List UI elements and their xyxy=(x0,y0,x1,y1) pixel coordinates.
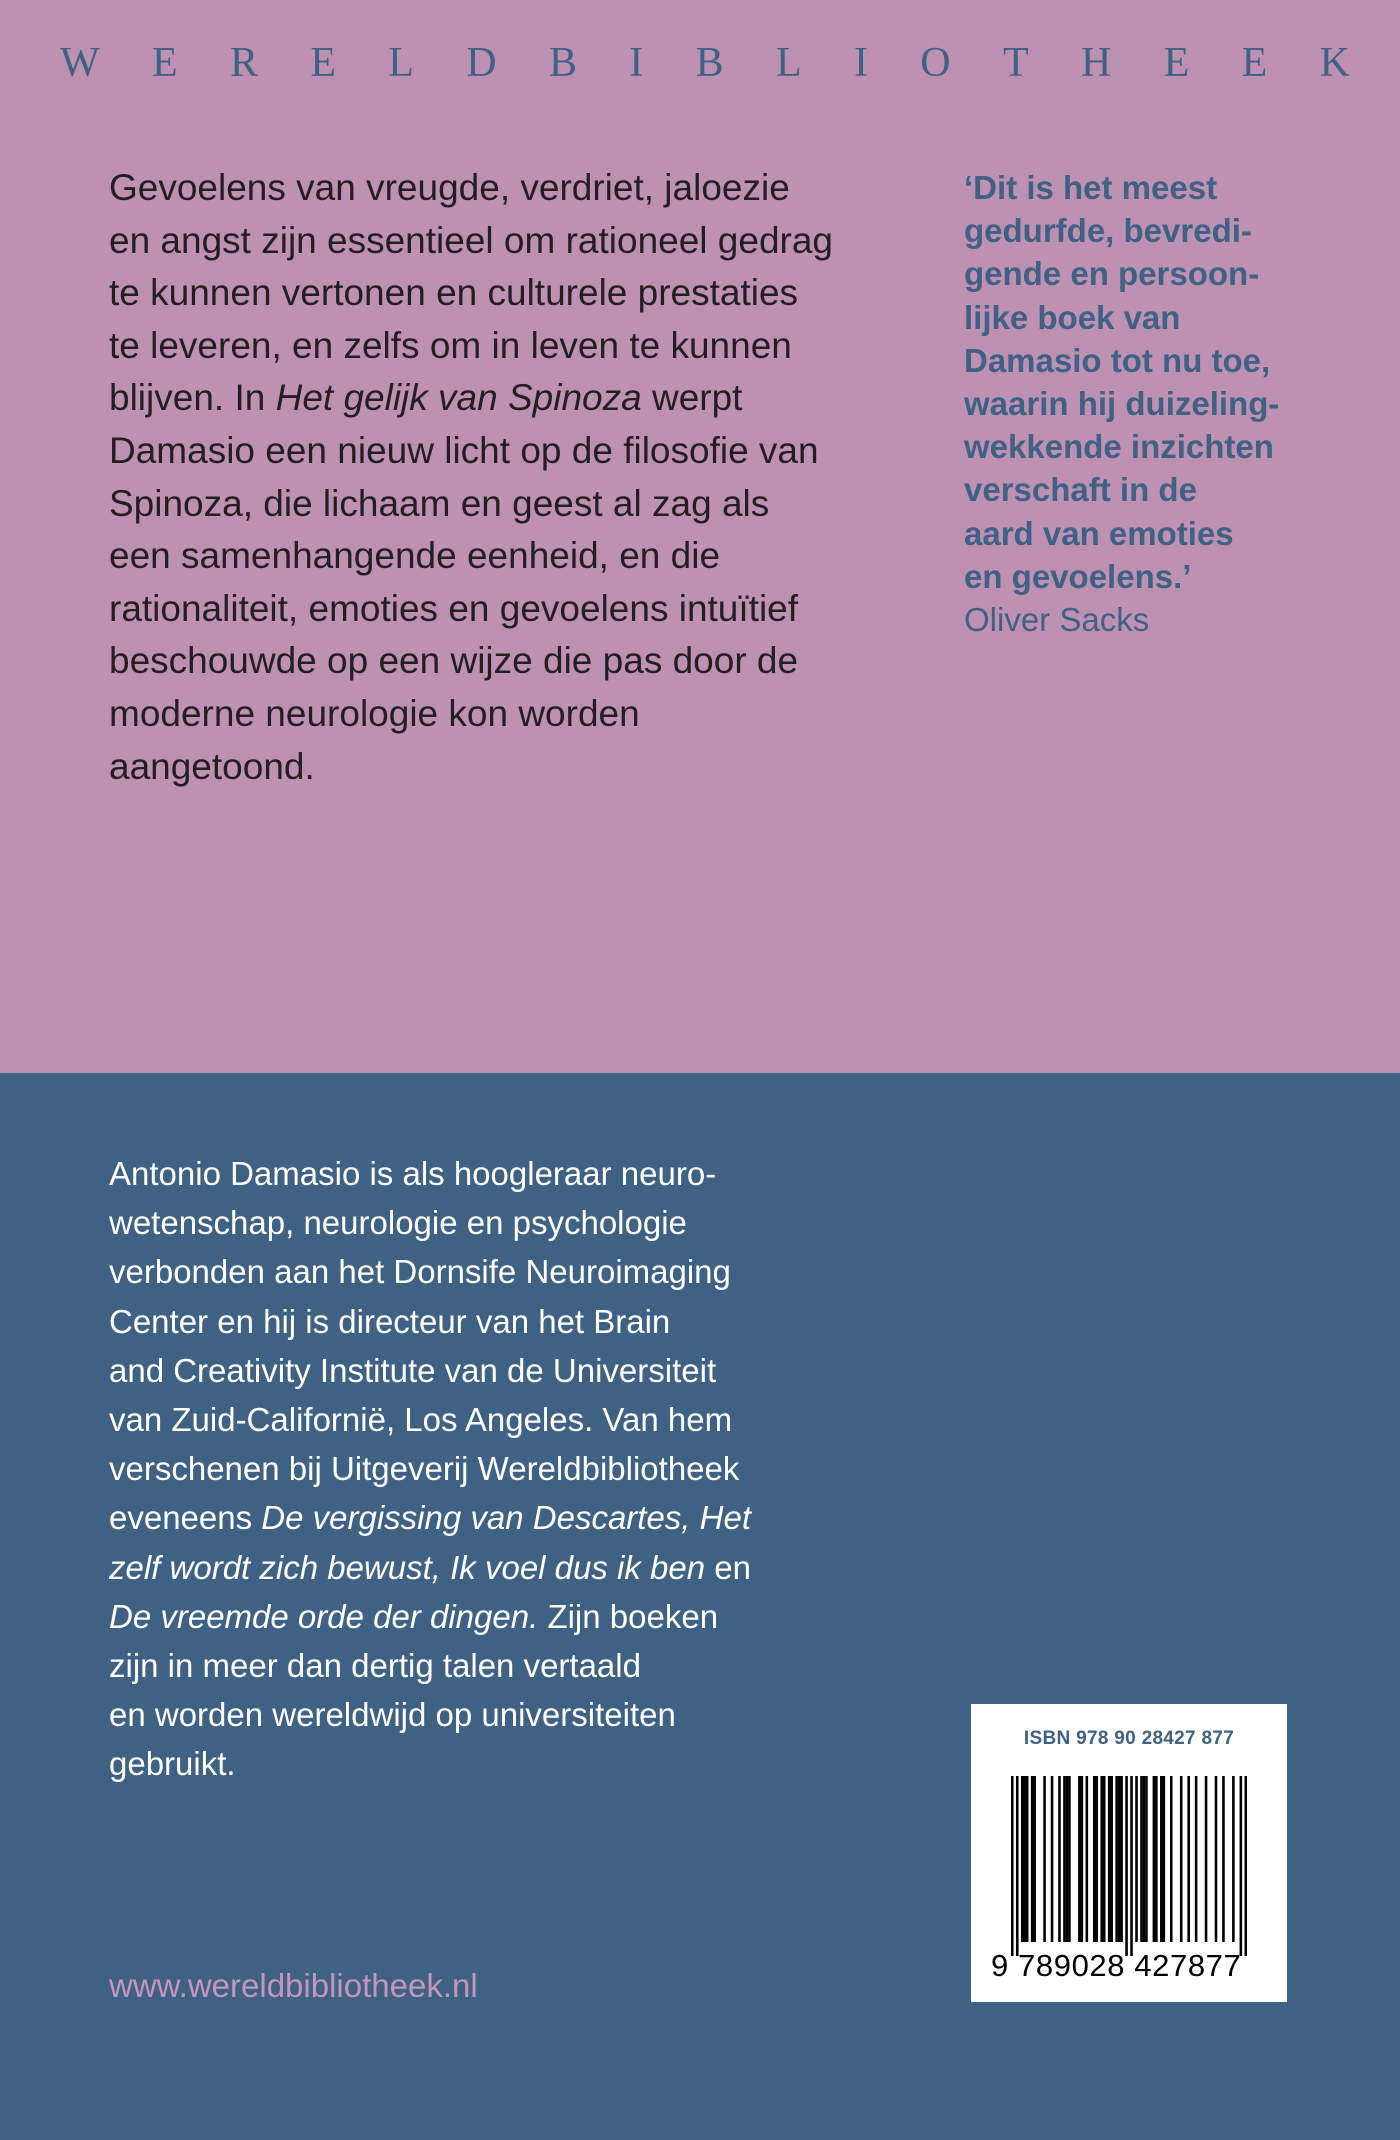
barcode-bar xyxy=(1215,1776,1218,1942)
publisher-letter: L xyxy=(388,40,414,86)
publisher-letter: D xyxy=(466,40,497,86)
barcode-bar xyxy=(1031,1776,1034,1942)
barcode-bar xyxy=(1153,1776,1156,1942)
barcode-bar xyxy=(1051,1776,1054,1942)
barcode-bar xyxy=(1108,1776,1111,1942)
barcode-bar xyxy=(1058,1776,1061,1942)
bio-line: en worden wereldwijd op universiteiten xyxy=(109,1696,676,1734)
barcode-bar xyxy=(1135,1776,1138,1942)
bio-book-title: De vreemde orde der dingen. xyxy=(109,1597,539,1635)
quote-line: wekkende inzichten xyxy=(964,428,1274,466)
bio-line xyxy=(109,1543,869,1592)
isbn-barcode-box xyxy=(971,1704,1287,2002)
bio-line: gebruikt. xyxy=(109,1745,236,1783)
quote-line: lijke boek van xyxy=(964,298,1181,336)
barcode-bar xyxy=(1066,1776,1069,1942)
bio-book-title: Ik voel dus ik ben xyxy=(450,1548,706,1586)
barcode-bar xyxy=(1170,1776,1173,1942)
publisher-letter: T xyxy=(1002,40,1029,86)
barcode-bar xyxy=(1100,1776,1103,1942)
bio-text: en xyxy=(714,1548,752,1586)
quote-author: Oliver Sacks xyxy=(964,601,1150,639)
publisher-letter: R xyxy=(229,40,258,86)
barcode-bar xyxy=(1187,1776,1190,1942)
barcode-bar xyxy=(1140,1776,1143,1942)
review-quote xyxy=(964,166,1324,641)
publisher-website[interactable]: www.wereldbibliotheek.nl xyxy=(109,1967,478,2004)
barcode-bar xyxy=(1232,1776,1235,1942)
bio-line xyxy=(109,1493,869,1542)
quote-line: aard van emoties xyxy=(964,514,1234,552)
barcode-bar xyxy=(1160,1776,1163,1942)
bio-text: eveneens xyxy=(109,1499,253,1537)
barcode-bar xyxy=(1016,1776,1019,1956)
barcode-bar xyxy=(1163,1776,1166,1942)
blurb-paragraph xyxy=(109,162,839,793)
barcode-bar xyxy=(1205,1776,1208,1942)
barcode-bar xyxy=(1115,1776,1118,1942)
author-bio xyxy=(109,1149,869,1789)
bio-book-title: De vergissing van Descartes, xyxy=(261,1499,691,1537)
barcode-bar xyxy=(1078,1776,1081,1942)
barcode-bar xyxy=(1118,1776,1121,1942)
barcode-bar xyxy=(1086,1776,1089,1942)
barcode-bar xyxy=(1195,1776,1198,1942)
barcode-bar xyxy=(1155,1776,1158,1942)
barcode-bar xyxy=(1081,1776,1084,1942)
quote-line: en gevoelens.’ xyxy=(964,557,1192,595)
bio-line: and Creativity Institute van de Universiteit xyxy=(109,1351,717,1389)
barcode-bar xyxy=(1110,1776,1113,1942)
barcode-bar xyxy=(1033,1776,1036,1942)
barcode-bar xyxy=(1240,1776,1243,1956)
quote-line: gende en persoon- xyxy=(964,255,1260,293)
publisher-letter: O xyxy=(920,40,951,86)
quote-line: gedurfde, bevredi- xyxy=(964,212,1252,250)
barcode-bar xyxy=(1130,1776,1133,1956)
publisher-letter: E xyxy=(151,40,178,86)
quote-line: Damasio tot nu toe, xyxy=(964,341,1271,379)
publisher-name xyxy=(60,38,1350,88)
barcode-image xyxy=(1011,1776,1247,1956)
barcode-bar xyxy=(1245,1776,1247,1956)
barcode-bar xyxy=(1222,1776,1225,1942)
bio-line: Antonio Damasio is als hoogleraar neuro- xyxy=(109,1155,717,1192)
barcode-bar xyxy=(1120,1776,1123,1942)
barcode-bar xyxy=(1026,1776,1029,1942)
bio-line: verschenen bij Uitgeverij Wereldbibliotheek xyxy=(109,1450,740,1488)
bio-line: Center en hij is directeur van het Brain xyxy=(109,1302,671,1340)
barcode-bar xyxy=(1095,1776,1098,1942)
barcode-bar xyxy=(1143,1776,1146,1942)
publisher-letter: B xyxy=(548,40,577,86)
barcode-digits: 9 789028 427877 xyxy=(991,1948,1242,1983)
publisher-letter: H xyxy=(1080,40,1112,86)
quote-line: ‘Dit is het meest xyxy=(964,169,1218,206)
publisher-letter: I xyxy=(853,40,868,86)
blurb-text-end: werpt Damasio een nieuw licht op de filosofie van Spinoza, die lichaam en geest al zag als een samenhangende eenheid, en die rationaliteit, emoties en gevoelens intuïtief beschouwde op een wijze die pas door de moderne neurologie kon worden aangetoond. xyxy=(109,377,819,787)
barcode-bar xyxy=(1023,1776,1026,1942)
bio-line xyxy=(109,1592,869,1641)
bio-book-title: Het xyxy=(699,1499,752,1537)
isbn-label: ISBN 978 90 28427 877 xyxy=(1023,1728,1235,1749)
publisher-letter: B xyxy=(695,40,724,86)
quote-line: waarin hij duizeling- xyxy=(964,385,1280,423)
publisher-letter: K xyxy=(1319,40,1350,86)
bio-book-title: zelf wordt zich bewust, xyxy=(109,1548,441,1586)
bio-text: Zijn boeken xyxy=(547,1597,719,1635)
barcode-bar xyxy=(1125,1776,1128,1956)
bio-line: wetenschap, neurologie en psychologie xyxy=(109,1204,687,1242)
publisher-letter: I xyxy=(629,40,644,86)
publisher-letter: E xyxy=(1241,40,1268,86)
publisher-letter: L xyxy=(775,40,802,86)
barcode-bar xyxy=(1043,1776,1046,1942)
barcode-bar xyxy=(1021,1776,1024,1942)
barcode-bar xyxy=(1145,1776,1148,1942)
blurb-text-start: Gevoelens van vreugde, verdriet, jaloezie en angst zijn essentieel om rationeel gedrag te kunnen vertonen en culturele prestaties te leveren, en zelfs om in leven te kunnen blijven. In xyxy=(109,167,834,419)
bio-line: zijn in meer dan dertig talen vertaald xyxy=(109,1647,641,1685)
barcode-bar xyxy=(1011,1776,1014,1956)
quote-line: verschaft in de xyxy=(964,471,1197,509)
barcode-bar xyxy=(1068,1776,1071,1942)
barcode-bar xyxy=(1063,1776,1066,1942)
publisher-letter: E xyxy=(1163,40,1190,86)
book-blurb xyxy=(109,162,839,793)
bio-line: van Zuid-Californië, Los Angeles. Van hem xyxy=(109,1401,733,1439)
publisher-letter: E xyxy=(310,40,336,86)
barcode-bar xyxy=(1093,1776,1096,1942)
publisher-letter: W xyxy=(60,40,100,86)
bio-line: verbonden aan het Dornsife Neuroimaging xyxy=(109,1253,731,1291)
blurb-book-title: Het gelijk van Spinoza xyxy=(275,377,642,419)
barcode-bar xyxy=(1180,1776,1183,1942)
barcode-bar xyxy=(1103,1776,1106,1942)
